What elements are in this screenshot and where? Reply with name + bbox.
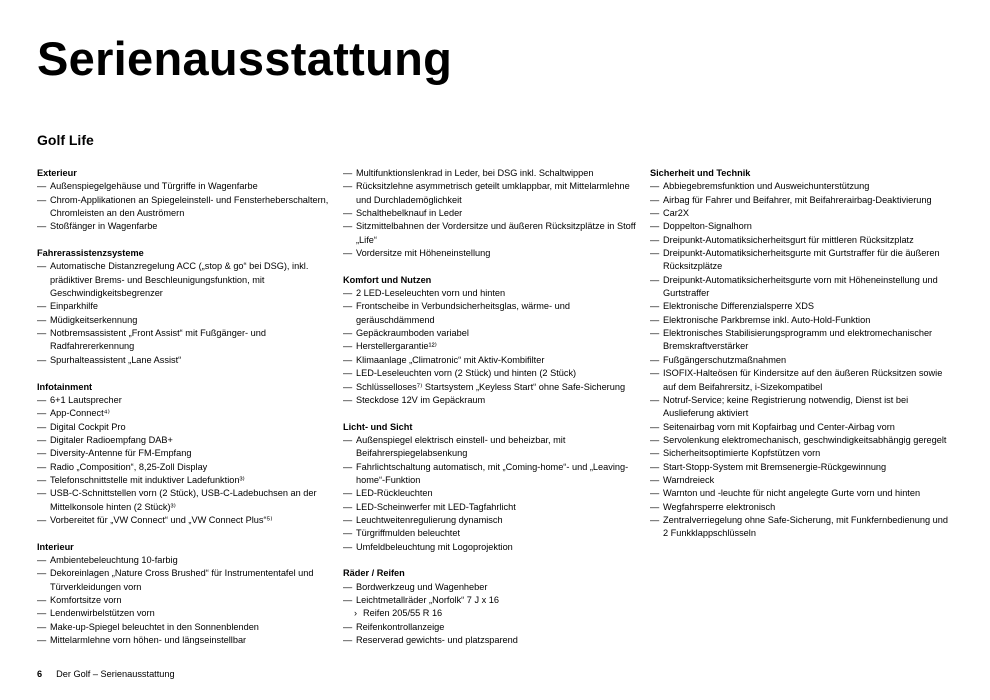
- feature-item: — Chrom-Applikationen an Spiegeleinstell- und Fensterheberschaltern, Chromleisten an den Auströmern: [37, 194, 337, 221]
- feature-item: — LED-Scheinwerfer mit LED-Tagfahrlicht: [343, 501, 643, 514]
- feature-item: — Bordwerkzeug und Wagenheber: [343, 581, 643, 594]
- feature-item: — 6+1 Lautsprecher: [37, 394, 337, 407]
- feature-item: — Digital Cockpit Pro: [37, 421, 337, 434]
- feature-section: [37, 247, 337, 367]
- feature-item: — Klimaanlage „Climatronic“ mit Aktiv-Kombifilter: [343, 354, 643, 367]
- feature-item: — Dreipunkt-Automatiksicherheitsgurte vorn mit Höheneinstellung und Gurtstraffer: [650, 274, 950, 301]
- page-footer: [37, 668, 175, 681]
- feature-item: — Schalthebelknauf in Leder: [343, 207, 643, 220]
- feature-item: — 2 LED-Leseleuchten vorn und hinten: [343, 287, 643, 300]
- feature-item: — App-Connect⁴⁾: [37, 407, 337, 420]
- feature-item: — Make-up-Spiegel beleuchtet in den Sonnenblenden: [37, 621, 337, 634]
- feature-item: — Schlüsselloses⁷⁾ Startsystem „Keyless Start“ ohne Safe-Sicherung: [343, 381, 643, 394]
- section-title: Räder / Reifen: [343, 568, 405, 579]
- section-title: Exterieur: [37, 168, 77, 178]
- feature-item: — Airbag für Fahrer und Beifahrer, mit Beifahrerairbag-Deaktivierung: [650, 194, 950, 207]
- feature-item: — Elektronische Parkbremse inkl. Auto-Hold-Funktion: [650, 314, 950, 327]
- feature-item: — Dekoreinlagen „Nature Cross Brushed“ für Instrumententafel und Türverkleidungen vorn: [37, 567, 337, 594]
- feature-item: — Steckdose 12V im Gepäckraum: [343, 394, 643, 407]
- feature-item: — Elektronisches Stabilisierungsprogramm und elektromechanischer Bremskraftverstärker: [650, 327, 950, 354]
- section-title: Komfort und Nutzen: [343, 274, 432, 285]
- feature-section: [37, 381, 337, 528]
- feature-item: — LED-Leseleuchten vorn (2 Stück) und hinten (2 Stück): [343, 367, 643, 380]
- feature-item: — Vordersitze mit Höheneinstellung: [343, 247, 643, 260]
- feature-item: — Dreipunkt-Automatiksicherheitsgurte mit Gurtstraffer für die äußeren Rücksitzplätze: [650, 247, 950, 274]
- feature-list: [37, 260, 337, 367]
- feature-item: — LED-Rückleuchten: [343, 487, 643, 500]
- feature-item: — Außenspiegelgehäuse und Türgriffe in Wagenfarbe: [37, 180, 337, 193]
- feature-list: [37, 554, 337, 647]
- feature-item: — Komfortsitze vorn: [37, 594, 337, 607]
- section-title: Infotainment: [37, 381, 93, 392]
- page-number: 6: [37, 669, 43, 679]
- feature-sub-item: › Reifen 205/55 R 16: [343, 607, 643, 620]
- section-title: Fahrerassistenzsysteme: [37, 248, 144, 259]
- feature-item: — Dreipunkt-Automatiksicherheitsgurt für mittleren Rücksitzplatz: [650, 234, 950, 247]
- feature-item: — Außenspiegel elektrisch einstell- und beheizbar, mit Beifahrerspiegelabsenkung: [343, 434, 643, 461]
- feature-list: [343, 287, 643, 407]
- footer-text: Der Golf – Serienausstattung: [56, 669, 175, 679]
- feature-section: [37, 167, 337, 234]
- feature-item: — Türgriffmulden beleuchtet: [343, 527, 643, 540]
- feature-item: — Car2X: [650, 207, 950, 220]
- feature-item: — Umfeldbeleuchtung mit Logoprojektion: [343, 541, 643, 554]
- feature-item: — Servolenkung elektromechanisch, geschwindigkeitsabhängig geregelt: [650, 434, 950, 447]
- feature-list: [650, 180, 950, 540]
- section-title: Licht- und Sicht: [343, 421, 413, 432]
- feature-section: [343, 421, 643, 554]
- feature-item: — Fahrlichtschaltung automatisch, mit „Coming-home“- und „Leaving-home“-Funktion: [343, 461, 643, 488]
- feature-item: — Seitenairbag vorn mit Kopfairbag und Center-Airbag vorn: [650, 421, 950, 434]
- column-2: [343, 167, 643, 661]
- feature-item: — Automatische Distanzregelung ACC („stop & go“ bei DSG), inkl. prädiktiver Brems- und Beschleunigungsfunktion, mit Geschwindigkeitsbegrenzer: [37, 260, 337, 300]
- page-title: Serienausstattung: [37, 32, 453, 85]
- feature-item: — Elektronische Differenzialsperre XDS: [650, 300, 950, 313]
- feature-item: — Ambientebeleuchtung 10-farbig: [37, 554, 337, 567]
- feature-item: — Stoßfänger in Wagenfarbe: [37, 220, 337, 233]
- feature-item: — Rücksitzlehne asymmetrisch geteilt umklappbar, mit Mittelarmlehne und Durchlademöglichkeit: [343, 180, 643, 207]
- feature-list: [37, 180, 337, 233]
- feature-item: — Mittelarmlehne vorn höhen- und längseinstellbar: [37, 634, 337, 647]
- feature-item: — Leichtmetallräder „Norfolk“ 7 J x 16: [343, 594, 643, 607]
- feature-item: — Zentralverriegelung ohne Safe-Sicherung, mit Funkfernbedienung und 2 Funkklappschlüsseln: [650, 514, 950, 541]
- feature-item: — Vorbereitet für „VW Connect“ und „VW Connect Plus“⁵⁾: [37, 514, 337, 527]
- feature-item: — Herstellergarantie¹²⁾: [343, 340, 643, 353]
- feature-item: — USB-C-Schnittstellen vorn (2 Stück), USB-C-Ladebuchsen an der Mittelkonsole hinten (2 Stück)³⁾: [37, 487, 337, 514]
- feature-item: — Start-Stopp-System mit Bremsenergie-Rückgewinnung: [650, 461, 950, 474]
- feature-item: — Multifunktionslenkrad in Leder, bei DSG inkl. Schaltwippen: [343, 167, 643, 180]
- feature-list: [343, 167, 643, 260]
- feature-item: — Spurhalteassistent „Lane Assist“: [37, 354, 337, 367]
- feature-item: — Doppelton-Signalhorn: [650, 220, 950, 233]
- section-title: Sicherheit und Technik: [650, 168, 751, 178]
- feature-item: — Notruf-Service; keine Registrierung notwendig, Dienst ist bei Auslieferung aktiviert: [650, 394, 950, 421]
- feature-item: — Notbremsassistent „Front Assist“ mit Fußgänger- und Radfahrererkennung: [37, 327, 337, 354]
- feature-item: — Abbiegebremsfunktion und Ausweichunterstützung: [650, 180, 950, 193]
- feature-item: — Warnton und -leuchte für nicht angelegte Gurte vorn und hinten: [650, 487, 950, 500]
- feature-list: [343, 434, 643, 554]
- feature-item: — Wegfahrsperre elektronisch: [650, 501, 950, 514]
- feature-item: — Fußgängerschutzmaßnahmen: [650, 354, 950, 367]
- feature-item: — Digitaler Radioempfang DAB+: [37, 434, 337, 447]
- feature-item: — Radio „Composition“, 8,25-Zoll Display: [37, 461, 337, 474]
- feature-section: [650, 167, 950, 541]
- feature-item: — Reifenkontrollanzeige: [343, 621, 643, 634]
- section-title: Interieur: [37, 541, 74, 552]
- feature-item: — Frontscheibe in Verbundsicherheitsglas, wärme- und geräuschdämmend: [343, 300, 643, 327]
- feature-item: — Lendenwirbelstützen vorn: [37, 607, 337, 620]
- feature-list: [37, 394, 337, 527]
- feature-item: — Diversity-Antenne für FM-Empfang: [37, 447, 337, 460]
- feature-item: — Einparkhilfe: [37, 300, 337, 313]
- feature-list: [343, 581, 643, 648]
- feature-item: — Leuchtweitenregulierung dynamisch: [343, 514, 643, 527]
- feature-item: — Sitzmittelbahnen der Vordersitze und äußeren Rücksitzplätze in Stoff „Life“: [343, 220, 643, 247]
- feature-item: — ISOFIX-Halteösen für Kindersitze auf den äußeren Rücksitzen sowie auf dem Beifahrersitz, i-Sizekompatibel: [650, 367, 950, 394]
- feature-item: — Gepäckraumboden variabel: [343, 327, 643, 340]
- feature-section: [343, 274, 643, 407]
- column-1: [37, 167, 337, 661]
- feature-section: [343, 567, 643, 647]
- feature-item: — Sicherheitsoptimierte Kopfstützen vorn: [650, 447, 950, 460]
- feature-item: — Müdigkeitserkennung: [37, 314, 337, 327]
- feature-item: — Warndreieck: [650, 474, 950, 487]
- column-3: [650, 167, 950, 554]
- model-subtitle: Golf Life: [37, 132, 94, 148]
- feature-section: [343, 167, 643, 260]
- feature-section: [37, 541, 337, 648]
- feature-item: — Telefonschnittstelle mit induktiver Ladefunktion³⁾: [37, 474, 337, 487]
- feature-item: — Reserverad gewichts- und platzsparend: [343, 634, 643, 647]
